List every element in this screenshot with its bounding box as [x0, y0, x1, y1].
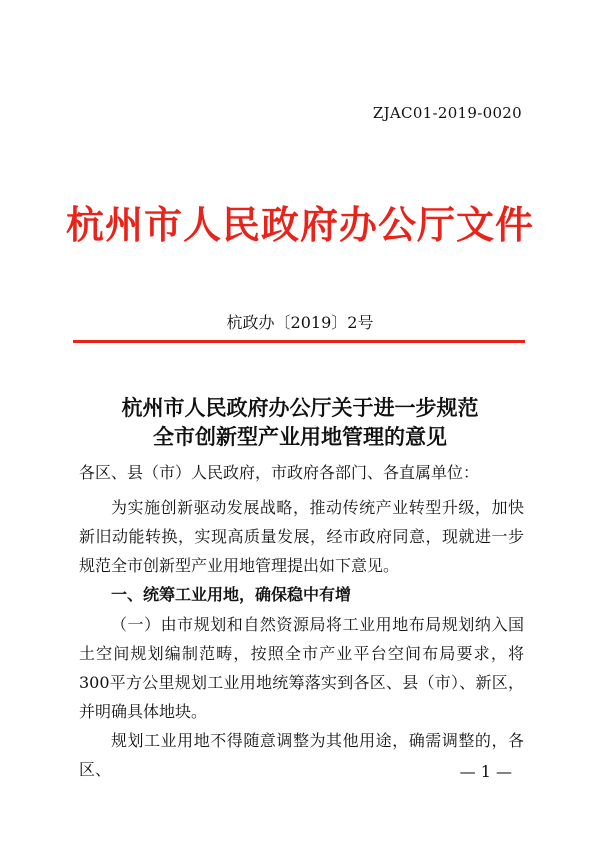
red-divider-line: [73, 340, 525, 343]
document-number: 杭政办〔2019〕2号: [226, 313, 374, 332]
salutation: 各区、县（市）人民政府，市政府各部门、各直属单位：: [79, 463, 480, 482]
section-item-paragraph: （一）由市规划和自然资源局将工业用地布局规划纳入国土空间规划编制范畴，按照全市产业平台空间布局要求，将300平方公里规划工业用地统筹落实到各区、县（市）、新区，并明确具体地块。: [79, 615, 524, 721]
title-line-1: 杭州市人民政府办公厅关于进一步规范: [121, 396, 479, 420]
body-paragraph: 规划工业用地不得随意调整为其他用途，确需调整的，各区、: [79, 731, 524, 779]
document-code: ZJAC01-2019-0020: [372, 104, 522, 122]
title-line-2: 全市创新型产业用地管理的意见: [153, 425, 447, 449]
document-title: [0, 394, 600, 452]
intro-paragraph: 为实施创新驱动发展战略，推动传统产业转型升级，加快新旧动能转换，实现高质量发展，经市政府同意，现就进一步规范全市创新型产业用地管理提出如下意见。: [79, 498, 524, 575]
page-number: — 1 —: [459, 762, 512, 781]
issuer-masthead: 杭州市人民政府办公厅文件: [65, 203, 534, 247]
section-heading: 一、统筹工业用地，确保稳中有增: [111, 585, 352, 604]
